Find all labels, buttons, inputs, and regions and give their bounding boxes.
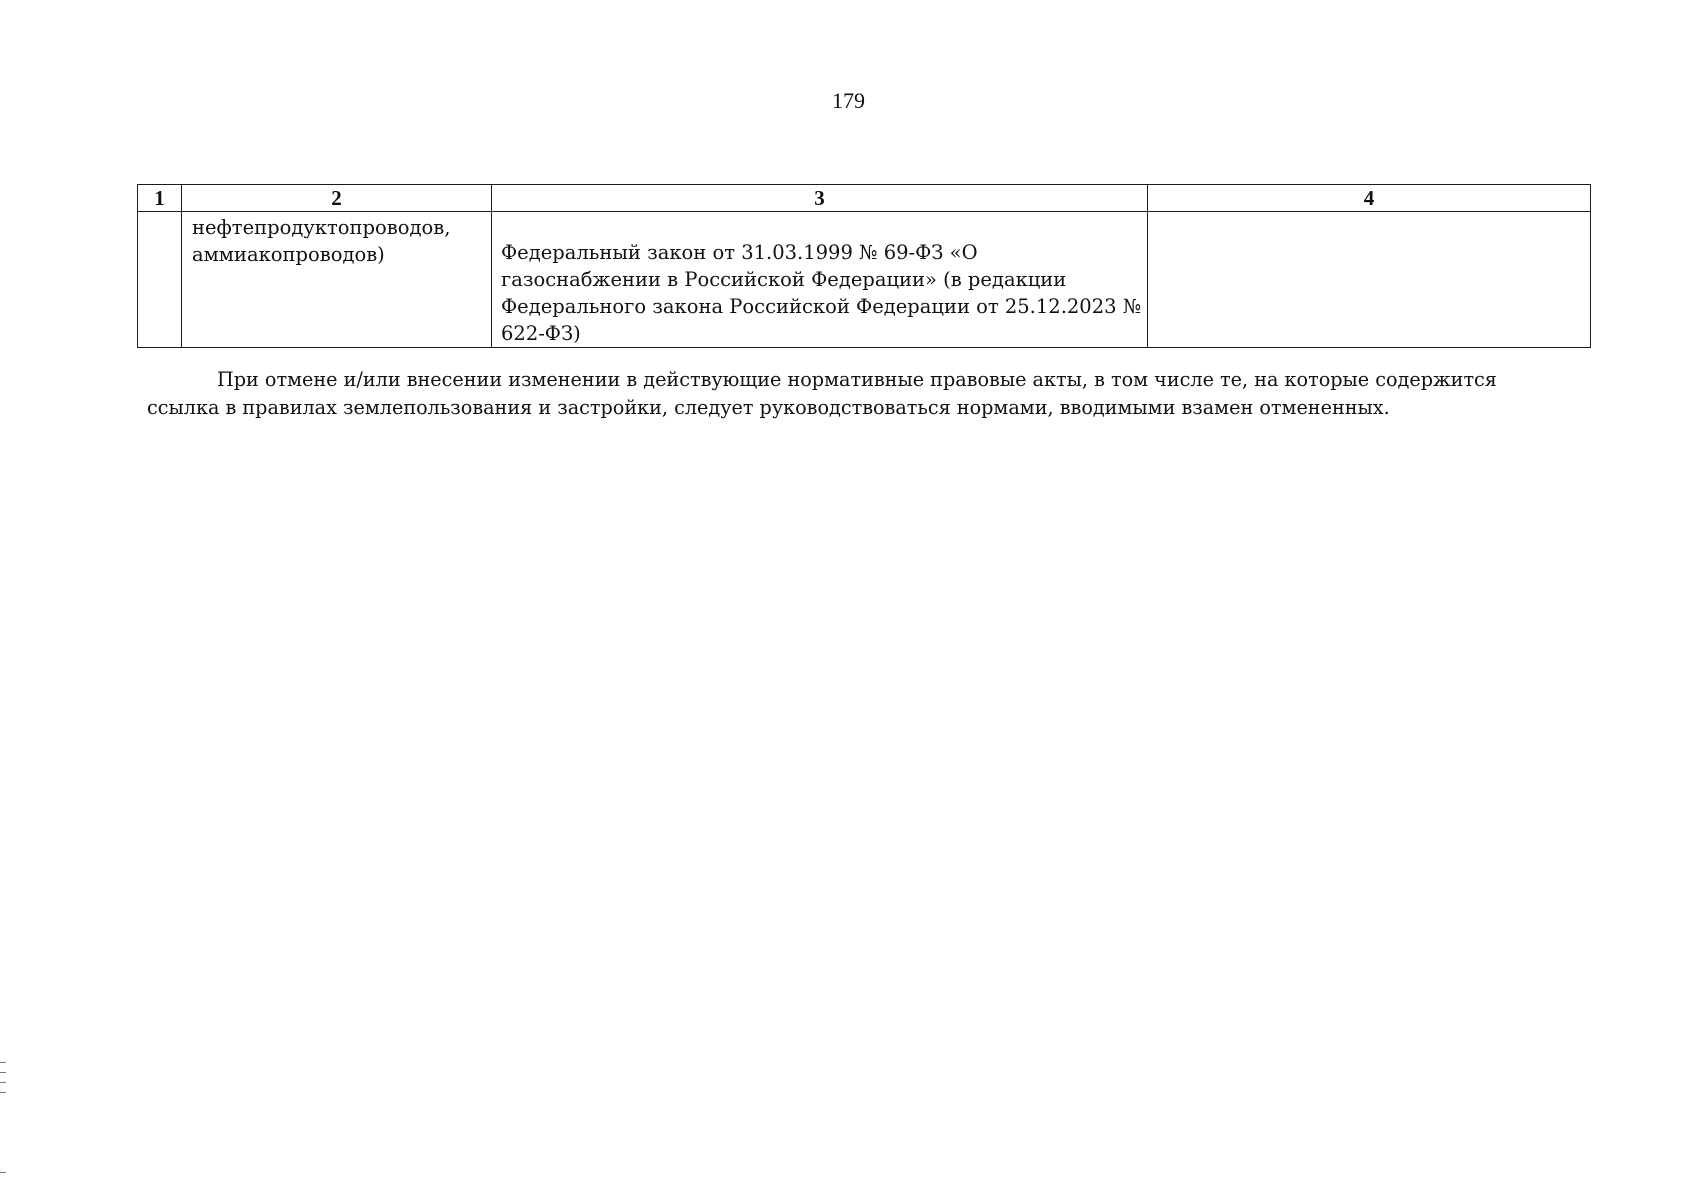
scan-artifact (0, 1172, 6, 1173)
table-row (138, 212, 1591, 348)
column-header-4: 4 (1148, 185, 1591, 212)
scan-artifact (0, 1082, 6, 1083)
scan-artifact (0, 1062, 6, 1063)
scan-artifact (0, 1092, 6, 1093)
column-header-3: 3 (492, 185, 1148, 212)
column-header-1: 1 (138, 185, 182, 212)
column-header-2: 2 (182, 185, 492, 212)
table-cell-number (138, 212, 182, 348)
closing-note: При отмене и/или внесении изменении в действующие нормативные правовые акты, в том числе те, на которые содержится ссылка в правилах землепользования и застройки, следует руководствоваться нормами, вводимыми взамен отмененных. (147, 368, 1497, 420)
table-cell-legal-act (492, 212, 1148, 348)
page-number: 179 (832, 88, 865, 113)
scan-artifact (0, 1072, 6, 1073)
table-header-row (138, 185, 1591, 212)
table-cell-notes (1148, 212, 1591, 348)
legal-act-text: Федеральный закон от 31.03.1999 № 69-ФЗ «О газоснабжении в Российской Федерации» (в редакции Федерального закона Российской Федерации от 25.12.2023 № 622-ФЗ) (501, 241, 1142, 345)
object-type-text: нефтепродуктопроводов, аммиакопроводов) (192, 216, 451, 266)
regulations-table (137, 184, 1591, 348)
table-cell-object-type (182, 212, 492, 348)
